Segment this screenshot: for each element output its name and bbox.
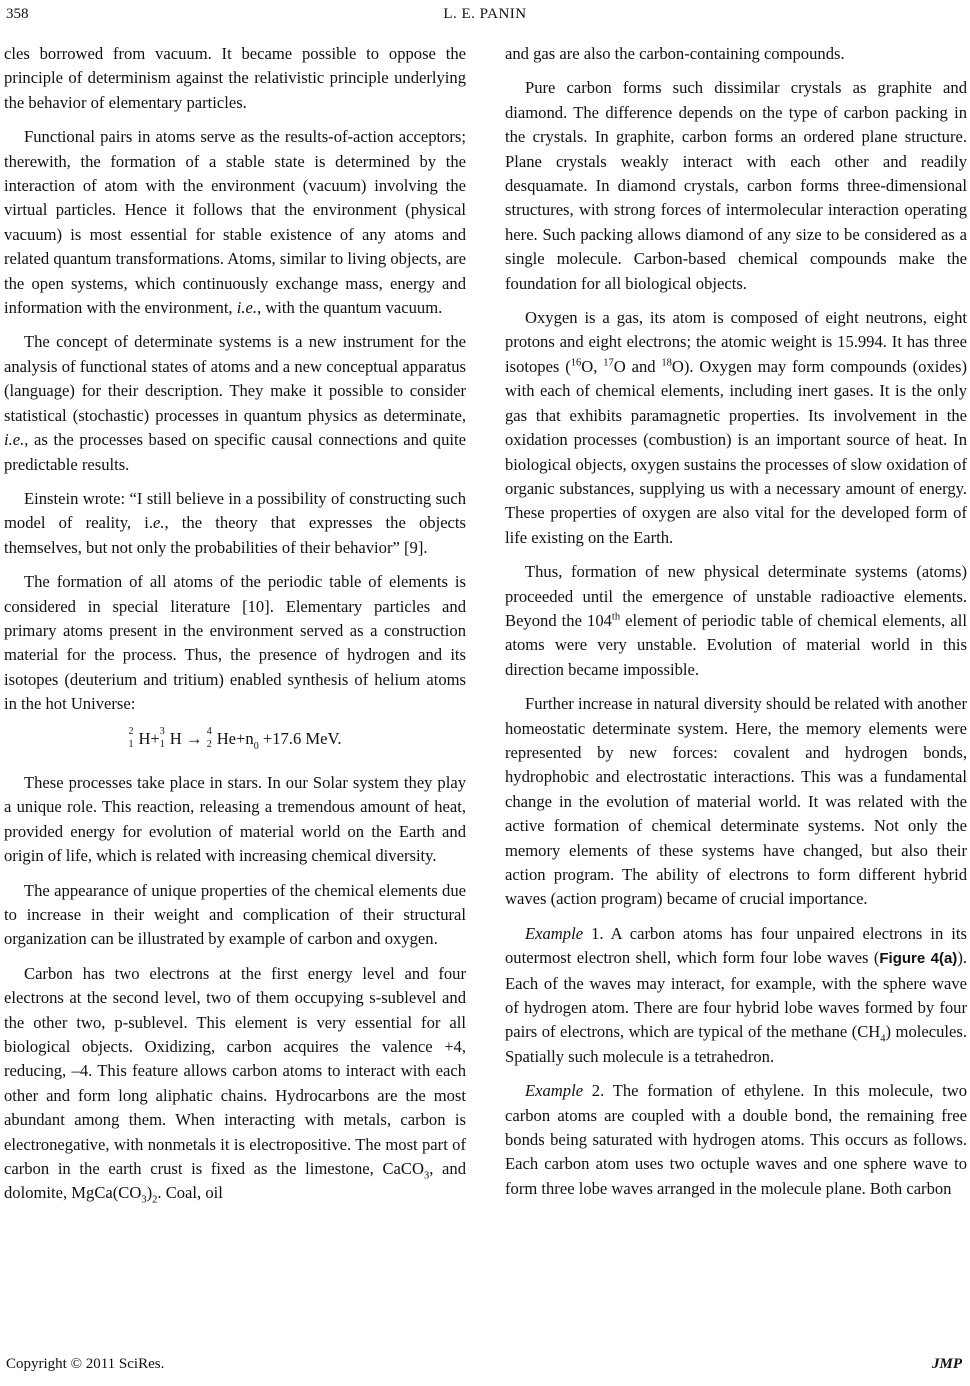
paragraph: Pure carbon forms such dissimilar crystals as graphite and diamond. The difference depends on the type of carbon packing in the crystals. In graphite, carbon forms an ordered plane structure. Plane crystals weakly interact with each other and readily desquamate. In diamond crystals, carbon forms three-dimensional structures, with strong forces of intermolecular interaction operating here. Such packing allows diamond of any size to be considered as a single molecule. Carbon-based chemical compounds make the foundation for all biological objects. — [505, 78, 967, 293]
page-number: 358 — [6, 6, 29, 22]
arrow-symbol: → — [185, 728, 203, 748]
paragraph: Einstein wrote: “I still believe in a possibility of constructing such model of reality, i.e., the theory that expresses the objects themselves, but not only the probabilities of their behavior” [9]. — [4, 488, 466, 557]
left-column — [4, 42, 466, 1216]
fusion-equation: 2 1 H+ 3 1 H → 4 2 $He+n_0 +17.6$ MeV. — [128, 725, 342, 752]
paragraph: and gas are also the carbon-containing compounds. — [505, 44, 845, 63]
journal-name: JMP — [932, 1356, 962, 1372]
right-column — [505, 42, 967, 1211]
paragraph: The concept of determinate systems is a new instrument for the analysis of functional states of atoms and a new conceptual apparatus (language) for their description. They make it possible to consider statistical (stochastic) processes in quantum physics as determinate, i.e., as the processes based on specific causal connections and quite predictable results. — [4, 332, 466, 474]
paragraph: Example 1. A carbon atoms has four unpaired electrons in its outermost electron shell, which form four lobe waves (Figure 4(a)). Each of the waves may interact, for example, with the sphere wave of hydrogen atom. There are four hybrid lobe waves formed by four pairs of electrons, which are typical of the methane $(CH_4)$ molecules. Spatially such molecule is a tetrahedron. — [505, 923, 967, 1066]
paragraph: Further increase in natural diversity should be related with another homeostatic determinate system. Here, the memory elements were represented by new forces: covalent and hydrogen bonds, hydrophobic and electrostatic interactions. This was a fundamental change in the evolution of material world. It was related with the active formation of chemical determinate systems. Not only the memory elements of these systems have changed, but also their action program. The ability of electrons to form different hybrid waves (action program) became of crucial importance. — [505, 694, 967, 909]
paragraph: The formation of all atoms of the periodic table of elements is considered in special literature [10]. Elementary particles and primary atoms present in the environment served as a construction material for the process. Thus, the presence of hydrogen and its isotopes (deuterium and tritium) enabled synthesis of helium atoms in the hot Universe: — [4, 572, 466, 714]
copyright-notice: Copyright © 2011 SciRes. — [6, 1356, 165, 1372]
paragraph: Example 2. The formation of ethylene. In this molecule, two carbon atoms are coupled with a double bond, the remaining free bonds being saturated with hydrogen atoms. This occurs as follows. Each carbon atom uses two octuple waves and one sphere wave to form three lobe waves arranged in the molecule plane. Both carbon — [505, 1081, 967, 1198]
paragraph: Thus, formation of new physical determinate systems (atoms) proceeded until the emergence of unstable radioactive elements. Beyond the 104th element of periodic table of chemical elements, all atoms were very unstable. Evolution of material world in this direction became impossible. — [505, 562, 967, 679]
page-footer — [0, 1356, 970, 1378]
paragraph: These processes take place in stars. In our Solar system they play a unique role. This reaction, releasing a tremendous amount of heat, provided energy for evolution of material world on the Earth and origin of life, which is related with increasing chemical diversity. — [4, 772, 466, 866]
page-header — [0, 6, 970, 28]
figure-reference-link[interactable]: Figure 4(a) — [879, 950, 958, 968]
paragraph: Functional pairs in atoms serve as the results-of-action acceptors; therewith, the formation of a stable state is determined by the interaction of atom with the environment (vacuum) involving the virtual particles. Hence it follows that the environment (physical vacuum) is most essential for stable existence of any atoms and related quantum transformations. Atoms, similar to living objects, are the open systems, which continuously exchange mass, energy and information with the environment, i.e., with the quantum vacuum. — [4, 127, 466, 318]
paragraph: Oxygen is a gas, its atom is composed of eight neutrons, eight protons and eight electrons; the atomic weight is 15.994. It has three isotopes ($^{16}$O, $^{17}$O and $^{18}$O). Oxygen may form compounds (oxides) with each of chemical elements, including inert gases. It is the only gas that exhibits paramagnetic properties. Its involvement in the oxidation processes (combustion) is an important source of heat. In biological objects, oxygen sustains the processes of slow oxidation of organic substances, supplying us with a necessary amount of energy. These properties of oxygen are also vital for the developed form of life existing on the Earth. — [505, 308, 967, 547]
paragraph: The appearance of unique properties of the chemical elements due to increase in their weight and complication of their structural organization can be illustrated by example of carbon and oxygen. — [4, 880, 466, 949]
paragraph: Carbon has two electrons at the first energy level and four electrons at the second level, two of them occupying s-sublevel and the other two, p-sublevel. This element is very essential for all biological objects. Oxidizing, carbon acquires the valence +4, reducing, –4. This feature allows carbon atoms to interact with each other and form long aliphatic chains. Hydrocarbons are the most abundant among them. When interacting with metals, carbon is electronegative, with nonmetals it is electropositive. The most part of carbon in the earth crust is fixed as the limestone, CaCO$_3$, and dolomite, $MgCa(CO_3)_2$. Coal, oil — [4, 963, 466, 1206]
paragraph: cles borrowed from vacuum. It became possible to oppose the principle of determinism against the relativistic principle underlying the behavior of elementary particles. — [4, 44, 466, 112]
running-head: L. E. PANIN — [443, 6, 527, 22]
